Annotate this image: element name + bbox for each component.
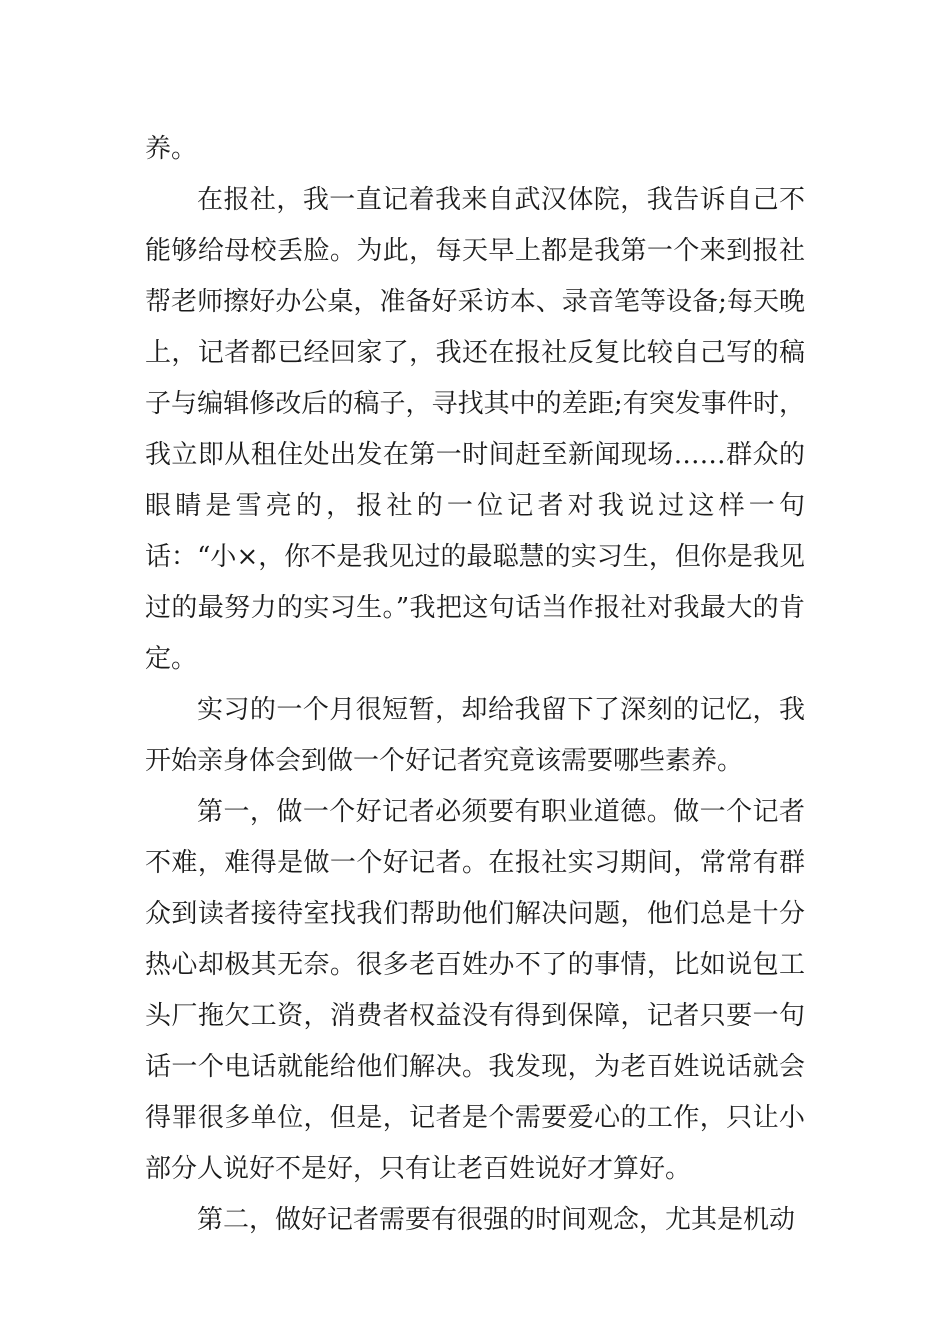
paragraph-point-two-time: 第二，做好记者需要有很强的时间观念，尤其是机动	[197, 1205, 796, 1235]
paragraph-point-one-ethics: 第一，做一个好记者必须要有职业道德。做一个记者不难，难得是做一个好记者。在报社实习期间，常常有群众到读者接待室找我们帮助他们解决问题，他们总是十分热心却极其无奈。很多老百姓办不了的事情，比如说包工头厂拖欠工资，消费者权益没有得到保障，记者只要一句话一个电话就能给他们解决。我发现，为老百姓说话就会得罪很多单位，但是，记者是个需要爱心的工作，只让小部分人说好不是好，只有让老百姓说好才算好。	[145, 797, 805, 1184]
document-page	[145, 124, 805, 1246]
paragraph-newspaper-work: 在报社，我一直记着我来自武汉体院，我告诉自己不能够给母校丢脸。为此，每天早上都是我第一个来到报社帮老师擦好办公桌，准备好采访本、录音笔等设备;每天晚上，记者都已经回家了，我还在报社反复比较自己写的稿子与编辑修改后的稿子，寻找其中的差距;有突发事件时，我立即从租住处出发在第一时间赶至新闻现场……群众的眼睛是雪亮的，报社的一位记者对我说过这样一句话：“小×，你不是我见过的最聪慧的实习生，但你是我见过的最努力的实习生。”我把这句话当作报社对我最大的肯定。	[145, 185, 805, 674]
paragraph-internship-summary: 实习的一个月很短暂，却给我留下了深刻的记忆，我开始亲身体会到做一个好记者究竟该需要哪些素养。	[145, 695, 805, 776]
paragraph-continuation: 养。	[145, 134, 198, 164]
